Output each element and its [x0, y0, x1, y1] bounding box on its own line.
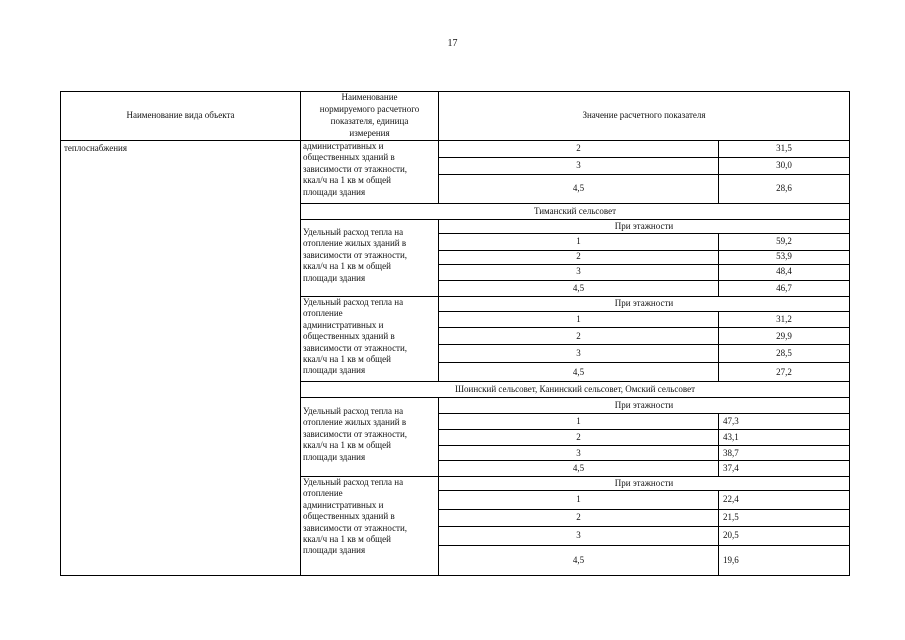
row-divider	[438, 362, 849, 363]
floor-cell: 4,5	[572, 555, 585, 565]
col-divider-1	[300, 91, 301, 576]
floor-cell: 2	[576, 251, 581, 261]
description-line: площади здания	[303, 272, 366, 283]
description-line: административных и	[303, 141, 384, 151]
value-cell: 31,5	[776, 143, 792, 153]
value-cell: 27,2	[776, 367, 792, 377]
header-value: Значение расчетного показателя	[582, 110, 706, 120]
description-line: общественных зданий в	[303, 511, 395, 522]
row-divider	[438, 280, 849, 281]
row-divider	[438, 429, 849, 430]
object-type-cell: теплоснабжения	[64, 143, 127, 153]
row-divider	[438, 311, 849, 312]
description-line: Удельный расход тепла на	[303, 297, 404, 307]
value-cell: 22,4	[723, 494, 739, 504]
floors-subheader: При этажности	[614, 400, 674, 410]
description-line: зависимости от этажности,	[303, 522, 408, 533]
description-line: площади здания	[303, 545, 366, 556]
floors-subheader: При этажности	[614, 478, 674, 488]
value-cell: 30,0	[776, 160, 792, 170]
floor-cell: 2	[576, 143, 581, 153]
indicator-description	[303, 406, 407, 463]
description-line: зависимости от этажности,	[303, 342, 408, 353]
floor-cell: 2	[576, 512, 581, 522]
description-line: ккал/ч на 1 кв м общей	[303, 440, 391, 451]
section-title: Тиманский сельсовет	[533, 206, 617, 216]
floor-cell: 2	[576, 331, 581, 341]
value-cell: 48,4	[776, 266, 792, 276]
row-divider	[438, 157, 849, 158]
floor-cell: 3	[576, 348, 581, 358]
floor-cell: 1	[576, 416, 581, 426]
description-line: отопление	[303, 488, 343, 499]
floors-subheader: При этажности	[614, 298, 674, 308]
header-indicator-name-line: Наименование	[341, 92, 398, 102]
table-border-left	[60, 91, 61, 576]
value-cell: 31,2	[776, 314, 792, 324]
row-divider	[438, 545, 849, 546]
indicator-description	[303, 227, 407, 284]
page-number: 17	[447, 38, 458, 49]
value-cell: 19,6	[723, 555, 739, 565]
floor-cell: 1	[576, 494, 581, 504]
header-indicator-name-line: измерения	[349, 128, 390, 138]
description-line: Удельный расход тепла на	[303, 227, 404, 237]
description-line: зависимости от этажности,	[303, 163, 408, 174]
floors-subheader: При этажности	[614, 221, 674, 231]
value-cell: 47,3	[723, 416, 739, 426]
value-cell: 29,9	[776, 331, 792, 341]
description-line: административных и	[303, 499, 384, 510]
floor-cell: 3	[576, 266, 581, 276]
value-cell: 53,9	[776, 251, 792, 261]
description-line: отопление жилых зданий в	[303, 417, 407, 428]
row-divider	[300, 397, 849, 398]
description-line: общественных зданий в	[303, 152, 395, 163]
table-border-right	[849, 91, 850, 576]
description-line: ккал/ч на 1 кв м общей	[303, 354, 391, 365]
row-divider	[438, 445, 849, 446]
floor-cell: 1	[576, 236, 581, 246]
description-line: ккал/ч на 1 кв м общей	[303, 261, 391, 272]
value-cell: 21,5	[723, 512, 739, 522]
description-line: Удельный расход тепла на	[303, 477, 404, 487]
row-divider	[438, 344, 849, 345]
floor-cell: 4,5	[572, 183, 585, 193]
floor-cell: 3	[576, 160, 581, 170]
description-line: ккал/ч на 1 кв м общей	[303, 175, 391, 186]
table-border-top	[60, 91, 850, 92]
indicator-description	[303, 141, 407, 198]
value-cell: 43,1	[723, 432, 739, 442]
floor-cell: 3	[576, 530, 581, 540]
row-divider	[300, 381, 849, 382]
col-divider-3e	[718, 490, 719, 576]
row-divider	[438, 460, 849, 461]
row-divider	[438, 264, 849, 265]
value-cell: 46,7	[776, 283, 792, 293]
value-cell: 20,5	[723, 530, 739, 540]
value-cell: 59,2	[776, 236, 792, 246]
row-divider	[438, 509, 849, 510]
description-line: общественных зданий в	[303, 331, 395, 342]
row-divider	[438, 327, 849, 328]
value-cell: 28,5	[776, 348, 792, 358]
indicator-description	[303, 477, 407, 557]
header-indicator-name-line: нормируемого расчетного	[319, 104, 420, 114]
value-cell: 37,4	[723, 463, 739, 473]
value-cell: 28,6	[776, 183, 792, 193]
description-line: зависимости от этажности,	[303, 428, 408, 439]
row-divider	[438, 413, 849, 414]
row-divider	[438, 233, 849, 234]
floor-cell: 4,5	[572, 463, 585, 473]
description-line: отопление жилых зданий в	[303, 238, 407, 249]
floor-cell: 2	[576, 432, 581, 442]
floor-cell: 3	[576, 448, 581, 458]
description-line: зависимости от этажности,	[303, 249, 408, 260]
floor-cell: 4,5	[572, 367, 585, 377]
header-bottom-border	[60, 140, 850, 141]
row-divider	[300, 219, 849, 220]
header-indicator-name-line: показателя, единица	[330, 116, 409, 126]
row-divider	[438, 174, 849, 175]
row-divider	[438, 490, 849, 491]
description-line: площади здания	[303, 186, 366, 197]
row-divider	[300, 203, 849, 204]
description-line: административных и	[303, 319, 384, 330]
description-line: ккал/ч на 1 кв м общей	[303, 534, 391, 545]
value-cell: 38,7	[723, 448, 739, 458]
row-divider	[438, 526, 849, 527]
section-title: Шоинский сельсовет, Канинский сельсовет, Омский сельсовет	[454, 384, 696, 394]
description-line: отопление	[303, 308, 343, 319]
floor-cell: 1	[576, 314, 581, 324]
indicator-description	[303, 297, 407, 377]
description-line: площади здания	[303, 451, 366, 462]
table-border-bottom	[60, 575, 850, 576]
header-object-type: Наименование вида объекта	[126, 110, 235, 120]
floor-cell: 4,5	[572, 283, 585, 293]
description-line: Удельный расход тепла на	[303, 406, 404, 416]
description-line: площади здания	[303, 365, 366, 376]
